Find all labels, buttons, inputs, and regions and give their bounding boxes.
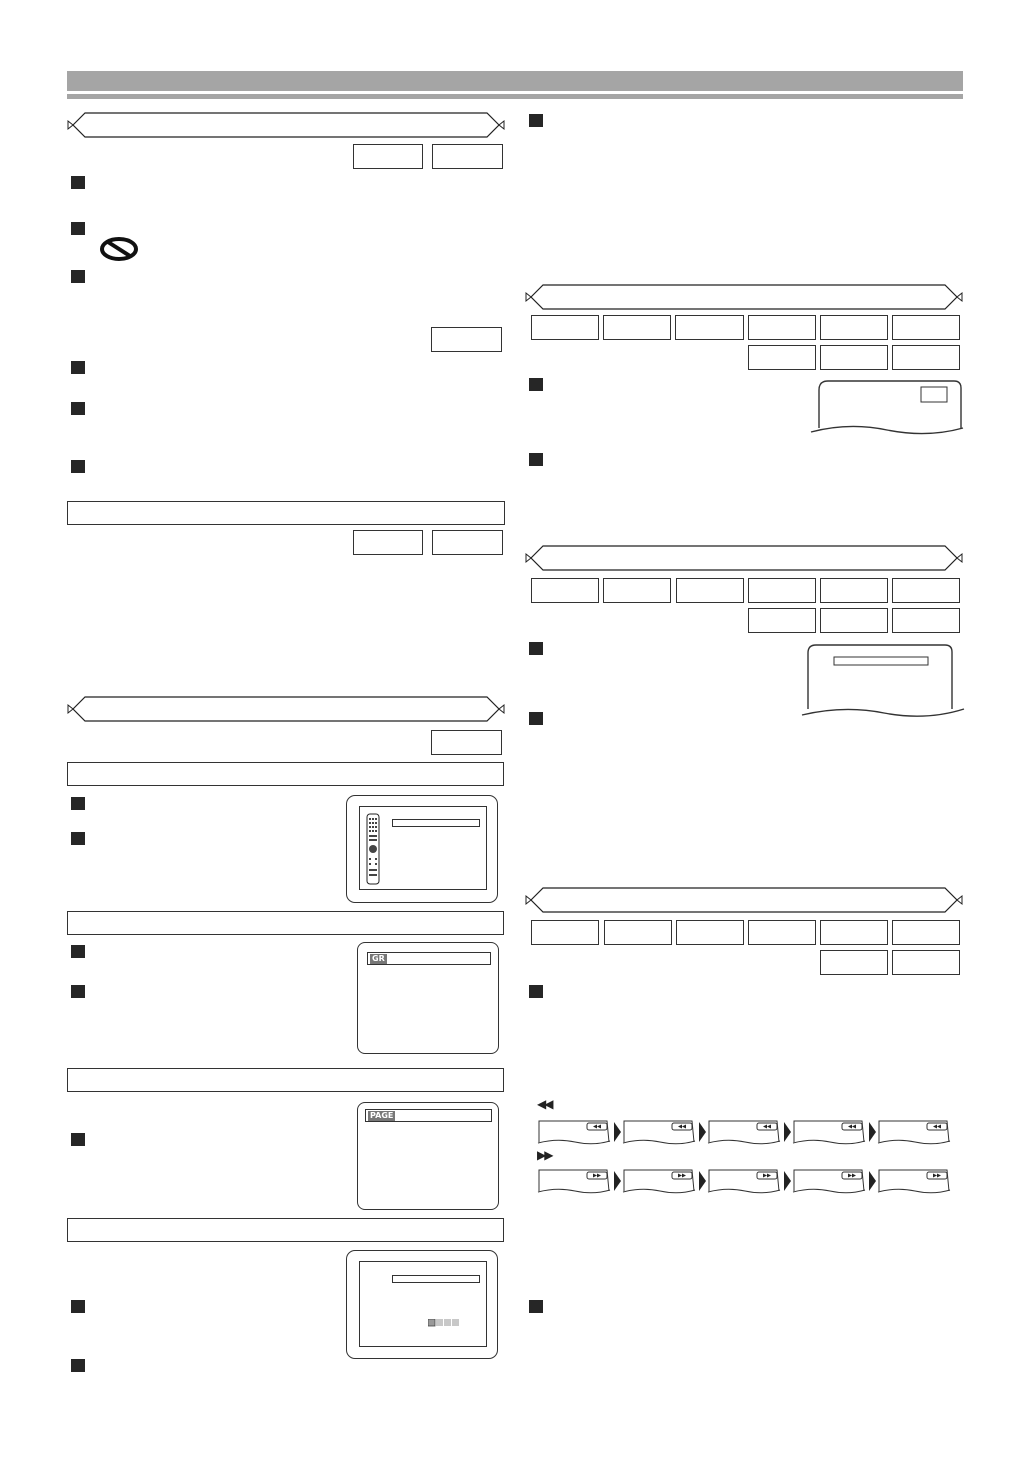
step-marker (71, 1133, 85, 1146)
sequence-arrow (869, 1122, 876, 1142)
disc-type-tag (820, 950, 888, 975)
scan-screen (537, 1167, 611, 1195)
disc-type-tag (892, 315, 960, 340)
scan-screen (792, 1118, 866, 1146)
disc-type-tag (603, 578, 671, 603)
disc-type-tag (531, 315, 599, 340)
sequence-arrow (869, 1171, 876, 1191)
tv-screen-illustration (357, 1102, 499, 1210)
osd-field (392, 1275, 480, 1283)
angle-indicator (428, 1314, 460, 1322)
screen-display (359, 1261, 487, 1347)
disc-type-tag (820, 578, 888, 603)
disc-type-tag (432, 144, 503, 169)
step-marker (71, 176, 85, 189)
step-marker (71, 832, 85, 845)
disc-type-tag (892, 608, 960, 633)
tv-screen-illustration (346, 1250, 498, 1359)
step-marker (71, 945, 85, 958)
disc-type-tag (892, 345, 960, 370)
disc-type-tag (353, 530, 423, 555)
disc-type-tag (748, 315, 816, 340)
disc-type-tag (892, 920, 960, 945)
screen-display (359, 806, 487, 890)
tv-screen-illustration (809, 378, 964, 440)
step-marker (529, 114, 543, 127)
disc-type-tag (353, 144, 423, 169)
step-marker (529, 712, 543, 725)
tv-screen-illustration (346, 795, 498, 903)
section-banner (525, 544, 963, 572)
scan-screen (622, 1167, 696, 1195)
step-marker (71, 1359, 85, 1372)
step-marker (71, 985, 85, 998)
subsection-bar (67, 501, 505, 525)
disc-type-tag (820, 315, 888, 340)
step-marker (529, 453, 543, 466)
section-banner (67, 695, 505, 723)
scan-screen (707, 1167, 781, 1195)
osd-bar (365, 1109, 492, 1122)
step-marker (529, 642, 543, 655)
rewind-icon: ◀◀ (537, 1097, 552, 1111)
disc-type-tag (820, 920, 888, 945)
sequence-arrow (784, 1122, 791, 1142)
step-marker (529, 378, 543, 391)
disc-type-tag (604, 920, 672, 945)
sequence-arrow (614, 1122, 621, 1142)
scan-screen (877, 1167, 951, 1195)
disc-type-tag (603, 315, 671, 340)
section-banner (525, 283, 963, 311)
subsection-bar (67, 762, 504, 786)
disc-type-tag (431, 327, 502, 352)
scan-screen (622, 1118, 696, 1146)
disc-type-tag (820, 608, 888, 633)
section-banner (67, 111, 505, 139)
scan-screen (707, 1118, 781, 1146)
osd-bar (367, 952, 491, 965)
scan-screen (537, 1118, 611, 1146)
osd-gr-label: GR (372, 954, 385, 963)
step-marker (71, 402, 85, 415)
disc-type-tag (675, 315, 744, 340)
disc-type-tag (431, 730, 502, 755)
sequence-arrow (699, 1122, 706, 1142)
section-banner (525, 886, 963, 914)
forward-scan-sequence (537, 1167, 957, 1197)
prohibited-icon (99, 236, 139, 262)
disc-type-tag (531, 920, 599, 945)
step-marker (71, 361, 85, 374)
step-marker (529, 1300, 543, 1313)
fast-forward-icon: ▶▶ (537, 1148, 552, 1162)
step-marker (71, 222, 85, 235)
sequence-arrow (614, 1171, 621, 1191)
header-rule (67, 94, 963, 99)
disc-type-tag (531, 578, 599, 603)
scan-screen (792, 1167, 866, 1195)
step-marker (71, 270, 85, 283)
subsection-bar (67, 911, 504, 935)
disc-type-tag (748, 920, 816, 945)
osd-page-label: PAGE (370, 1111, 394, 1120)
disc-type-tag (676, 920, 744, 945)
subsection-bar (67, 1068, 504, 1092)
disc-type-tag (748, 345, 816, 370)
remote-control-icon (366, 813, 380, 885)
scan-screen (877, 1118, 951, 1146)
step-marker (529, 985, 543, 998)
step-marker (71, 460, 85, 473)
step-marker (71, 797, 85, 810)
reverse-scan-sequence (537, 1118, 957, 1148)
disc-type-tag (748, 578, 816, 603)
header-bar (67, 71, 963, 91)
disc-type-tag (820, 345, 888, 370)
disc-type-tag (892, 950, 960, 975)
sequence-arrow (699, 1171, 706, 1191)
subsection-bar (67, 1218, 504, 1242)
disc-type-tag (748, 608, 816, 633)
disc-type-tag (676, 578, 744, 603)
tv-screen-illustration (357, 942, 499, 1054)
osd-field (392, 819, 480, 827)
disc-type-tag (432, 530, 503, 555)
tv-screen-illustration (800, 643, 965, 721)
disc-type-tag (892, 578, 960, 603)
step-marker (71, 1300, 85, 1313)
sequence-arrow (784, 1171, 791, 1191)
